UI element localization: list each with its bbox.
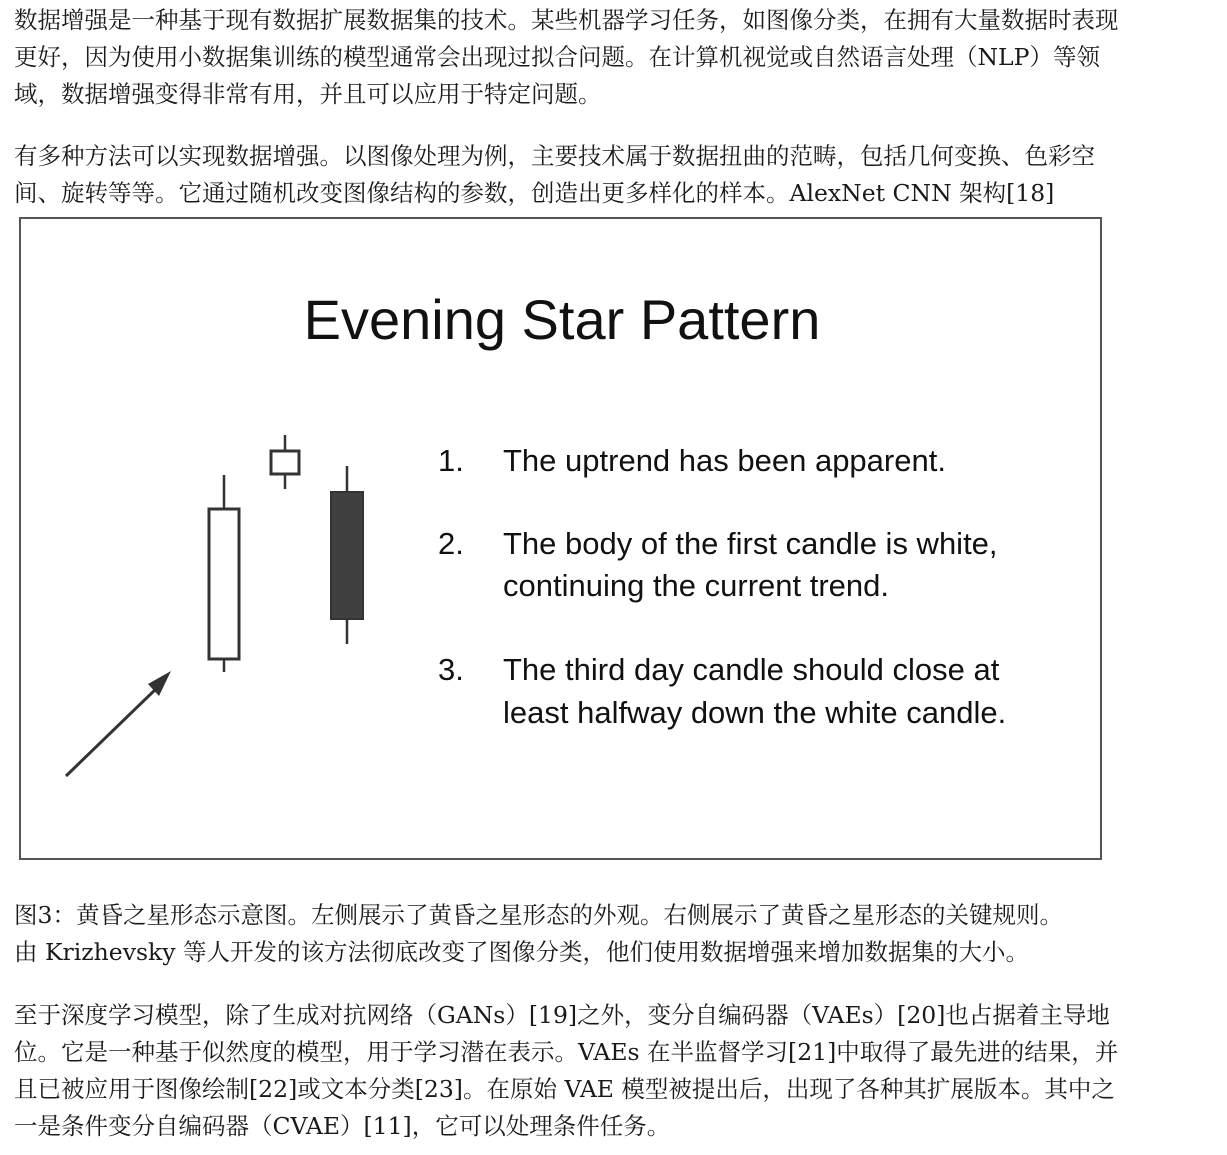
text-line: 域，数据增强变得非常有用，并且可以应用于特定问题。 xyxy=(14,80,602,108)
text-line: 图3：黄昏之星形态示意图。左侧展示了黄昏之星形态的外观。右侧展示了黄昏之星形态的关键规则。 xyxy=(14,901,1063,929)
text-line: 由 Krizhevsky 等人开发的该方法彻底改变了图像分类，他们使用数据增强来增加数据集的大小。 xyxy=(14,938,1030,966)
rule-text: The body of the first candle is white, xyxy=(503,526,998,561)
evening-star-figure xyxy=(19,217,1102,860)
text-line: 位。它是一种基于似然度的模型，用于学习潜在表示。VAEs 在半监督学习[21]中取得了最先进的结果，并 xyxy=(14,1038,1119,1066)
figure-caption xyxy=(14,897,1214,971)
dark-candle xyxy=(331,466,363,644)
intro-paragraph xyxy=(14,2,1214,113)
figure-title: Evening Star Pattern xyxy=(303,288,821,351)
rule-number: 3. xyxy=(438,652,464,687)
rule-text: The uptrend has been apparent. xyxy=(503,443,946,478)
rule-number: 2. xyxy=(438,526,464,561)
text-line: 至于深度学习模型，除了生成对抗网络（GANs）[19]之外，变分自编码器（VAEs）[20]也占据着主导地 xyxy=(14,1001,1110,1029)
rule-text: The third day candle should close at xyxy=(503,652,1000,687)
augmentation-paragraph xyxy=(14,138,1214,212)
text-line: 间、旋转等等。它通过随机改变图像结构的参数，创造出更多样化的样本。AlexNet CNN 架构[18] xyxy=(14,179,1055,207)
rule-text: continuing the current trend. xyxy=(503,568,890,603)
figure-canvas xyxy=(21,219,1100,858)
vae-paragraph xyxy=(14,997,1214,1145)
text-line: 更好，因为使用小数据集训练的模型通常会出现过拟合问题。在计算机视觉或自然语言处理（NLP）等领 xyxy=(14,43,1100,71)
uptrend-arrow-icon xyxy=(66,671,171,776)
text-line: 有多种方法可以实现数据增强。以图像处理为例，主要技术属于数据扭曲的范畴，包括几何变换、色彩空 xyxy=(14,142,1095,170)
white-candle xyxy=(209,475,239,672)
text-line: 一是条件变分自编码器（CVAE）[11]，它可以处理条件任务。 xyxy=(14,1112,671,1140)
text-line: 数据增强是一种基于现有数据扩展数据集的技术。某些机器学习任务，如图像分类，在拥有大量数据时表现 xyxy=(14,6,1119,34)
text-line: 且已被应用于图像绘制[22]或文本分类[23]。在原始 VAE 模型被提出后，出现了各种其扩展版本。其中之 xyxy=(14,1075,1115,1103)
star-candle xyxy=(271,435,299,489)
rule-number: 1. xyxy=(438,443,464,478)
rule-text: least halfway down the white candle. xyxy=(503,695,1007,730)
